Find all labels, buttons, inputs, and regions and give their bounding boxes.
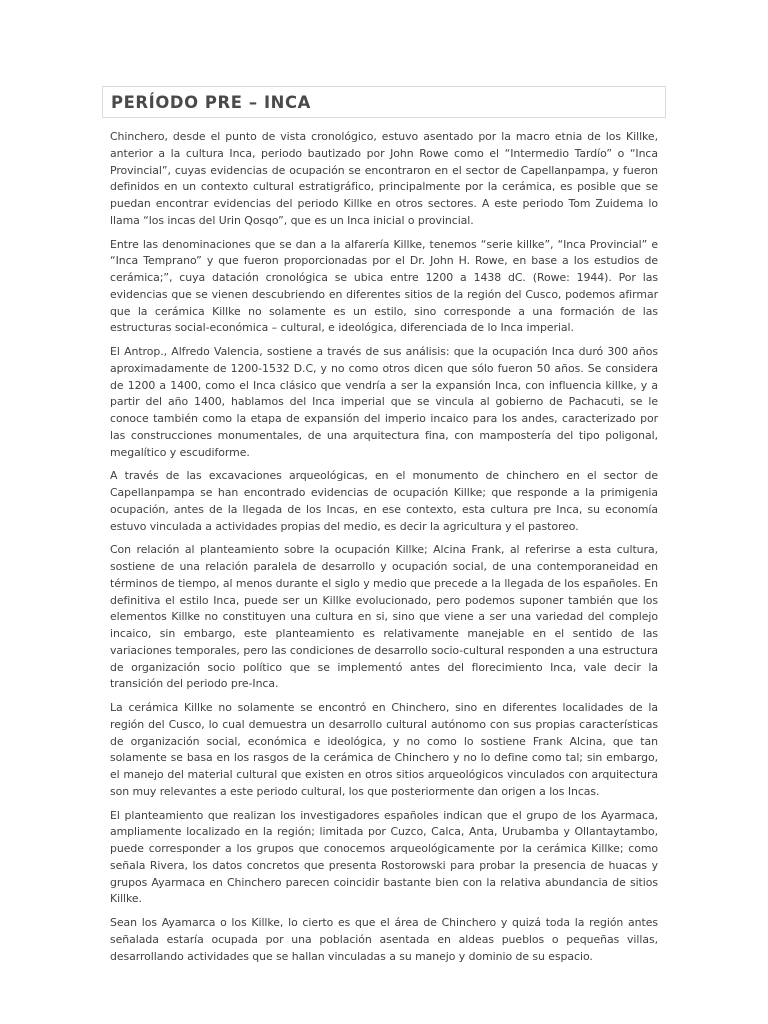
paragraph: La cerámica Killke no solamente se encontró en Chinchero, sino en diferentes localidades de la región del Cusco, lo cual demuestra un desarrollo cultural autónomo con sus propias características de organización social, económica e ideológica, y no como lo sostiene Frank Alcina, que tan solamente se basa en los rasgos de la cerámica de Chinchero y no lo define como tal; sin embargo, el manejo del material cultural que existen en otros sitios arqueológicos vinculados con arquitectura son muy relevantes a este periodo cultural, los que posteriormente dan origen a los Incas. [110,701,658,798]
paragraph: El Antrop., Alfredo Valencia, sostiene a través de sus análisis: que la ocupación Inca duró 300 años aproximadamente de 1200-1532 D.C, y no como otros dicen que sólo fueron 50 años. Se considera de 1200 a 1400, como el Inca clásico que vendría a ser la expansión Inca, con influencia killke, y a partir del año 1400, hablamos del Inca imperial que se vincula al gobierno de Pachacuti, se le conoce también como la etapa de expansión del imperio incaico para los andes, caracterizado por las construcciones monumentales, de una arquitectura fina, con mampostería del tipo poligonal, megalítico y escudiforme. [110,345,658,459]
document-body [102,129,666,965]
paragraph: Sean los Ayamarca o los Killke, lo cierto es que el área de Chinchero y quizá toda la región antes señalada estaría ocupada por una población asentada en aldeas pueblos o pequeñas villas, desarrollando actividades que se hallan vinculadas a su manejo y dominio de su espacio. [110,916,658,963]
document-page [102,86,666,972]
paragraph: A través de las excavaciones arqueológicas, en el monumento de chinchero en el sector de Capellanpampa se han encontrado evidencias de ocupación Killke; que responde a la primigenia ocupación, antes de la llegada de los Incas, en ese contexto, esta cultura pre Inca, su economía estuvo vinculada a actividades propias del medio, es decir la agricultura y el pastoreo. [110,469,658,533]
title-box [102,86,666,118]
paragraph: El planteamiento que realizan los investigadores españoles indican que el grupo de los Ayarmaca, ampliamente localizado en la región; limitada por Cuzco, Calca, Anta, Urubamba y Ollantaytambo, puede corresponder a los grupos que conocemos arqueológicamente por la cerámica Killke; como señala Rivera, los datos concretos que presenta Rostorowski para probar la presencia de huacas y grupos Ayarmaca en Chinchero parecen coincidir bastante bien con la relativa abundancia de sitios Killke. [110,808,658,906]
paragraph: Con relación al planteamiento sobre la ocupación Killke; Alcina Frank, al referirse a esta cultura, sostiene de una relación paralela de desarrollo y ocupación social, de una contemporaneidad en términos de tiempo, al menos durante el siglo y medio que precede a la llegada de los españoles. En definitiva el estilo Inca, puede ser un Killke evolucionado, pero podemos suponer también que los elementos Killke no constituyen una cultura en si, sino que viene a ser una variedad del complejo incaico, sin embargo, este planteamiento es relativamente manejable en el sentido de las variaciones temporales, pero las condiciones de desarrollo socio-cultural responden a una estructura de organización socio político que se implementó antes del florecimiento Inca, vale decir la transición del periodo pre-Inca. [110,543,658,691]
paragraph: Chinchero, desde el punto de vista cronológico, estuvo asentado por la macro etnia de los Killke, anterior a la cultura Inca, periodo bautizado por John Rowe como el “Intermedio Tardío” o “Inca Provincial”, cuyas evidencias de ocupación se encontraron en el sector de Capellanpampa, y fueron definidos en un contexto cultural estratigráfico, principalmente por la cerámica, es posible que se puedan encontrar evidencias del periodo Killke en otros sectores. A este periodo Tom Zuidema lo llama “los incas del Urin Qosqo”, que es un Inca inicial o provincial. [110,130,658,227]
page-title: PERÍODO PRE – INCA [111,92,311,112]
paragraph: Entre las denominaciones que se dan a la alfarería Killke, tenemos “serie killke”, “Inca Provincial” e “Inca Temprano” y que fueron proporcionadas por el Dr. John H. Rowe, en base a los estudios de cerámica;”, cuya datación cronológica se ubica entre 1200 a 1438 dC. (Rowe: 1944). Por las evidencias que se vienen descubriendo en diferentes sitios de la región del Cusco, podemos afirmar que la cerámica Killke no solamente es un estilo, sino corresponde a una formación de las estructuras social-económica – cultural, e ideológica, diferenciada de lo Inca imperial. [110,237,658,335]
